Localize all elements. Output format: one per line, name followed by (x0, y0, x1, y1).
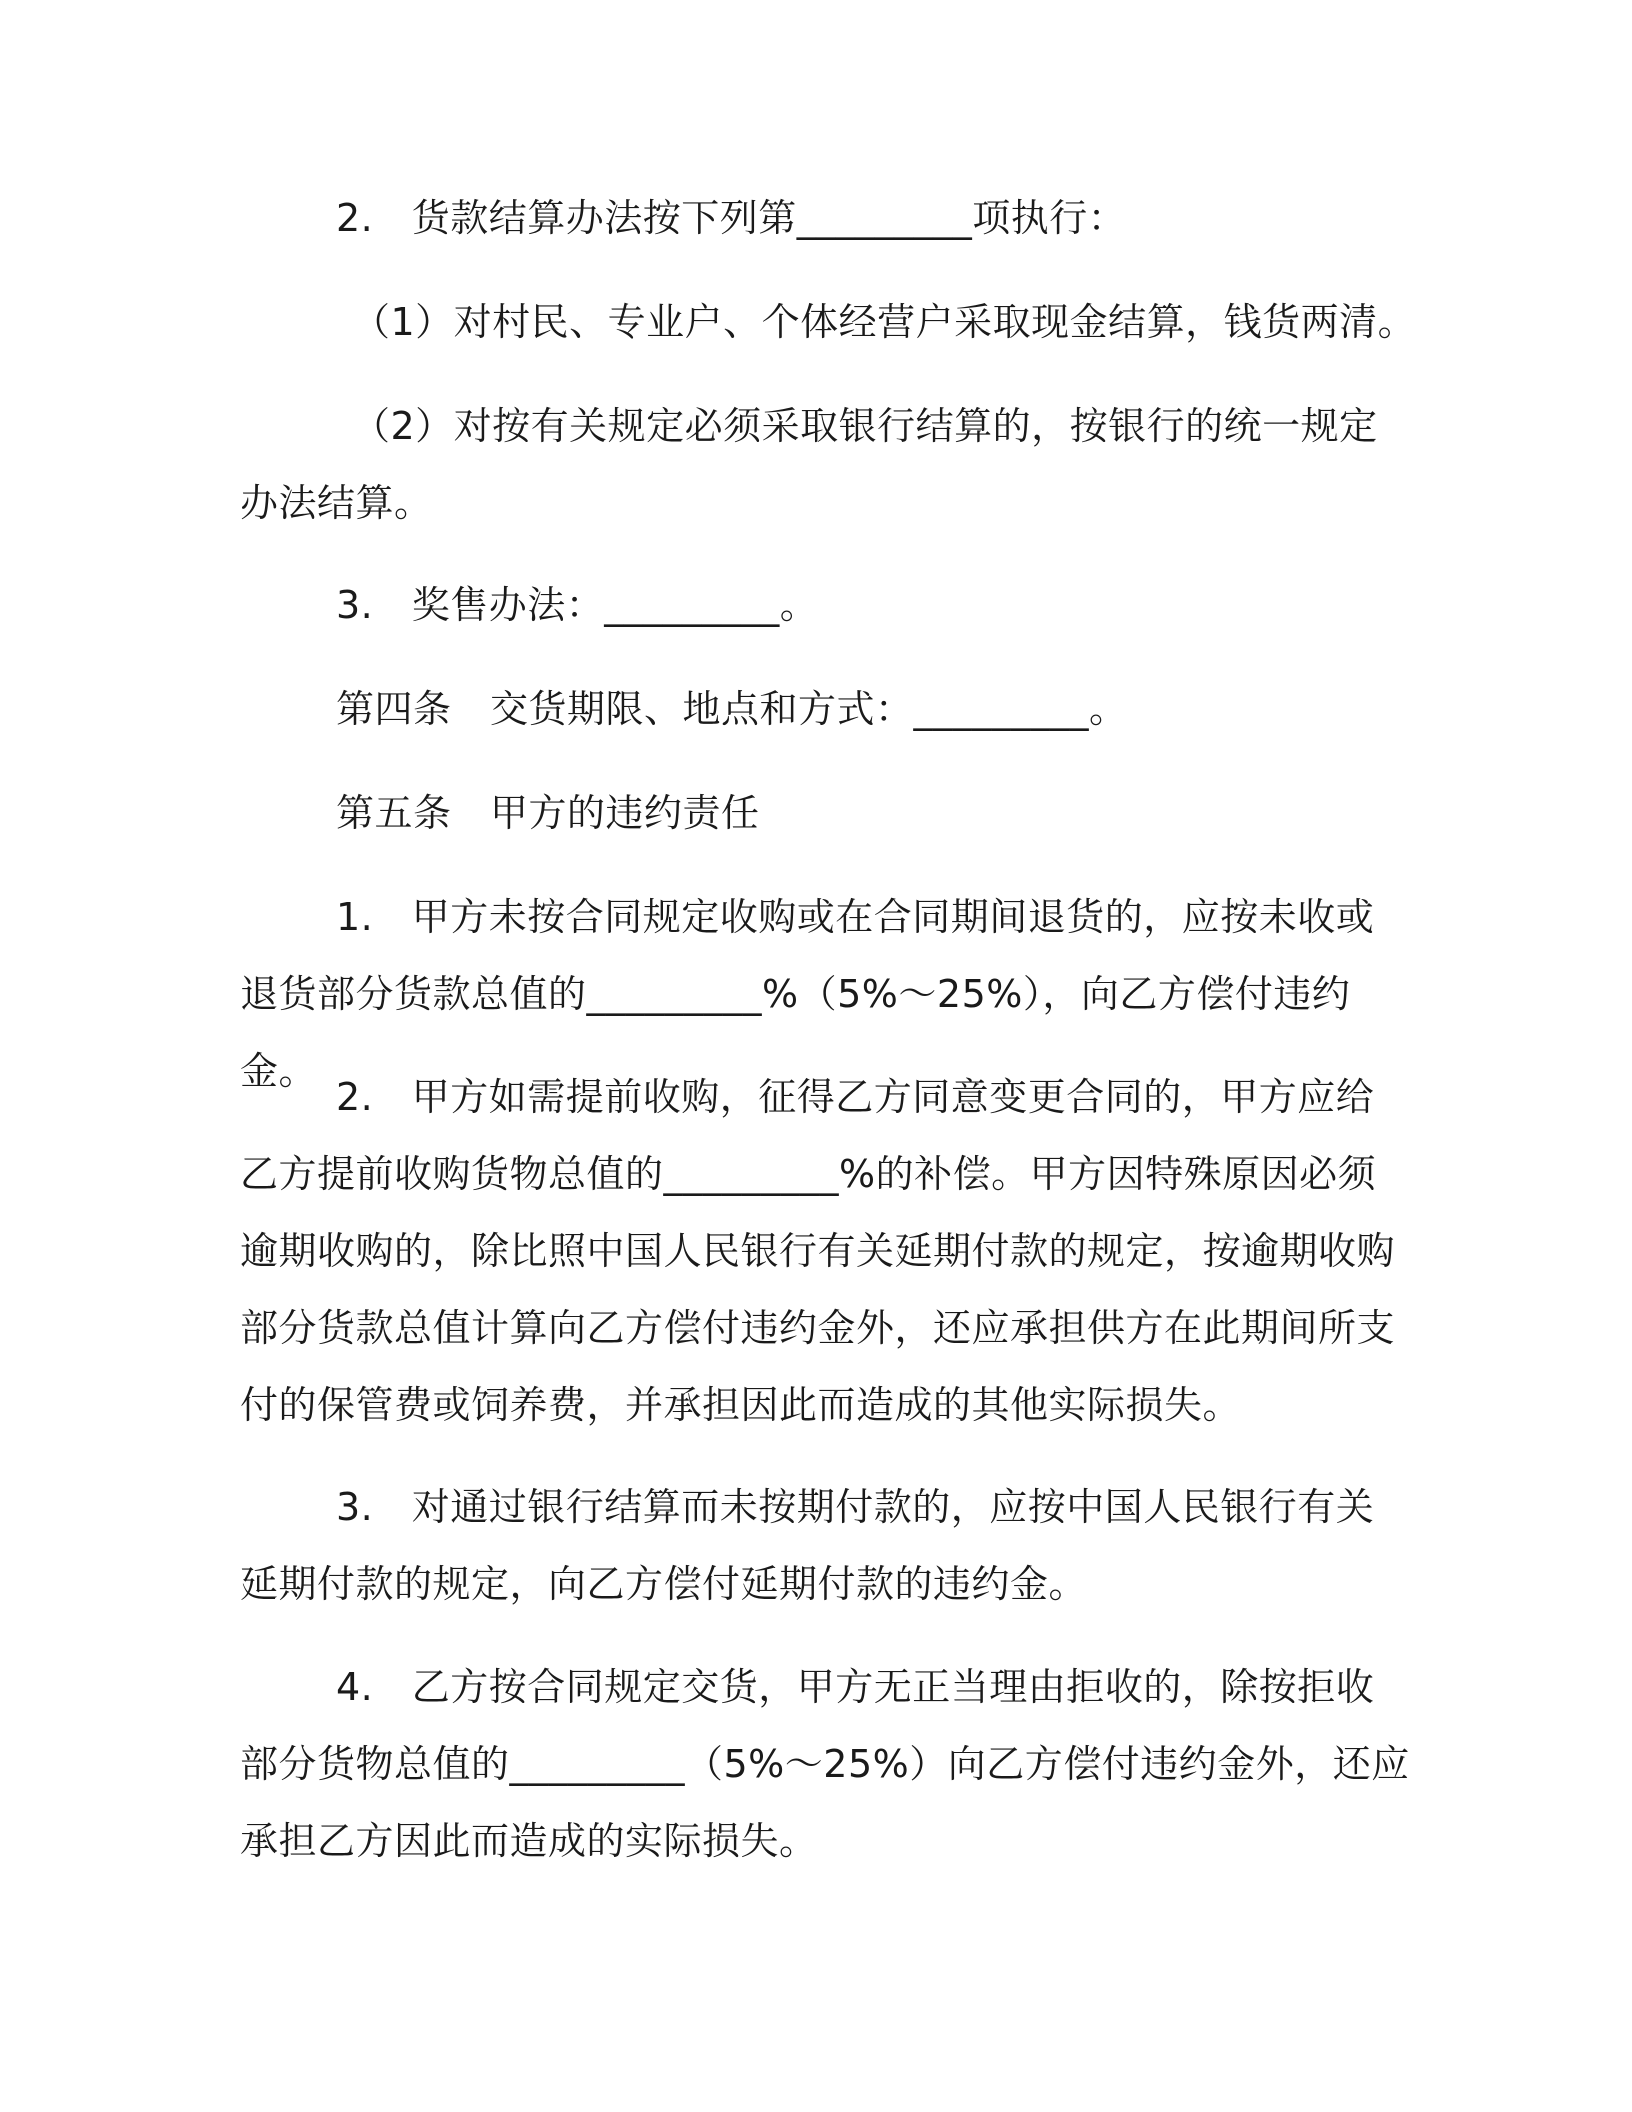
breach-clause-3: 3. 对通过银行结算而未按期付款的，应按中国人民银行有关延期付款的规定，向乙方偿付延期付款的违约金。 (240, 1485, 1375, 1606)
breach-clause-1: 1. 甲方未按合同规定收购或在合同期间退货的，应按未收或退货部分货款总值的_________%（5%～25%），向乙方偿付违约金。 (240, 895, 1375, 1093)
incentive-sale-clause: 3. 奖售办法：_________。 (336, 583, 819, 627)
cash-settlement-option: （1）对村民、专业户、个体经营户采取现金结算，钱货两清。 (352, 300, 1417, 344)
article-four-heading: 第四条 交货期限、地点和方式：_________。 (336, 687, 1128, 731)
article-five-heading: 第五条 甲方的违约责任 (336, 791, 760, 835)
bank-settlement-option: （2）对按有关规定必须采取银行结算的，按银行的统一规定办法结算。 (240, 404, 1378, 525)
breach-clause-2: 2. 甲方如需提前收购，征得乙方同意变更合同的，甲方应给乙方提前收购货物总值的_________%的补偿。甲方因特殊原因必须逾期收购的，除比照中国人民银行有关延期付款的规定，按逾期收购部分货款总值计算向乙方偿付违约金外，还应承担供方在此期间所支付的保管费或饲养费，并承担因此而造成的其他实际损失。 (240, 1075, 1396, 1427)
settlement-method-clause: 2. 货款结算办法按下列第_________项执行： (336, 196, 1127, 240)
breach-clause-4: 4. 乙方按合同规定交货，甲方无正当理由拒收的，除按拒收部分货物总值的_________（5%～25%）向乙方偿付违约金外，还应承担乙方因此而造成的实际损失。 (240, 1665, 1410, 1863)
